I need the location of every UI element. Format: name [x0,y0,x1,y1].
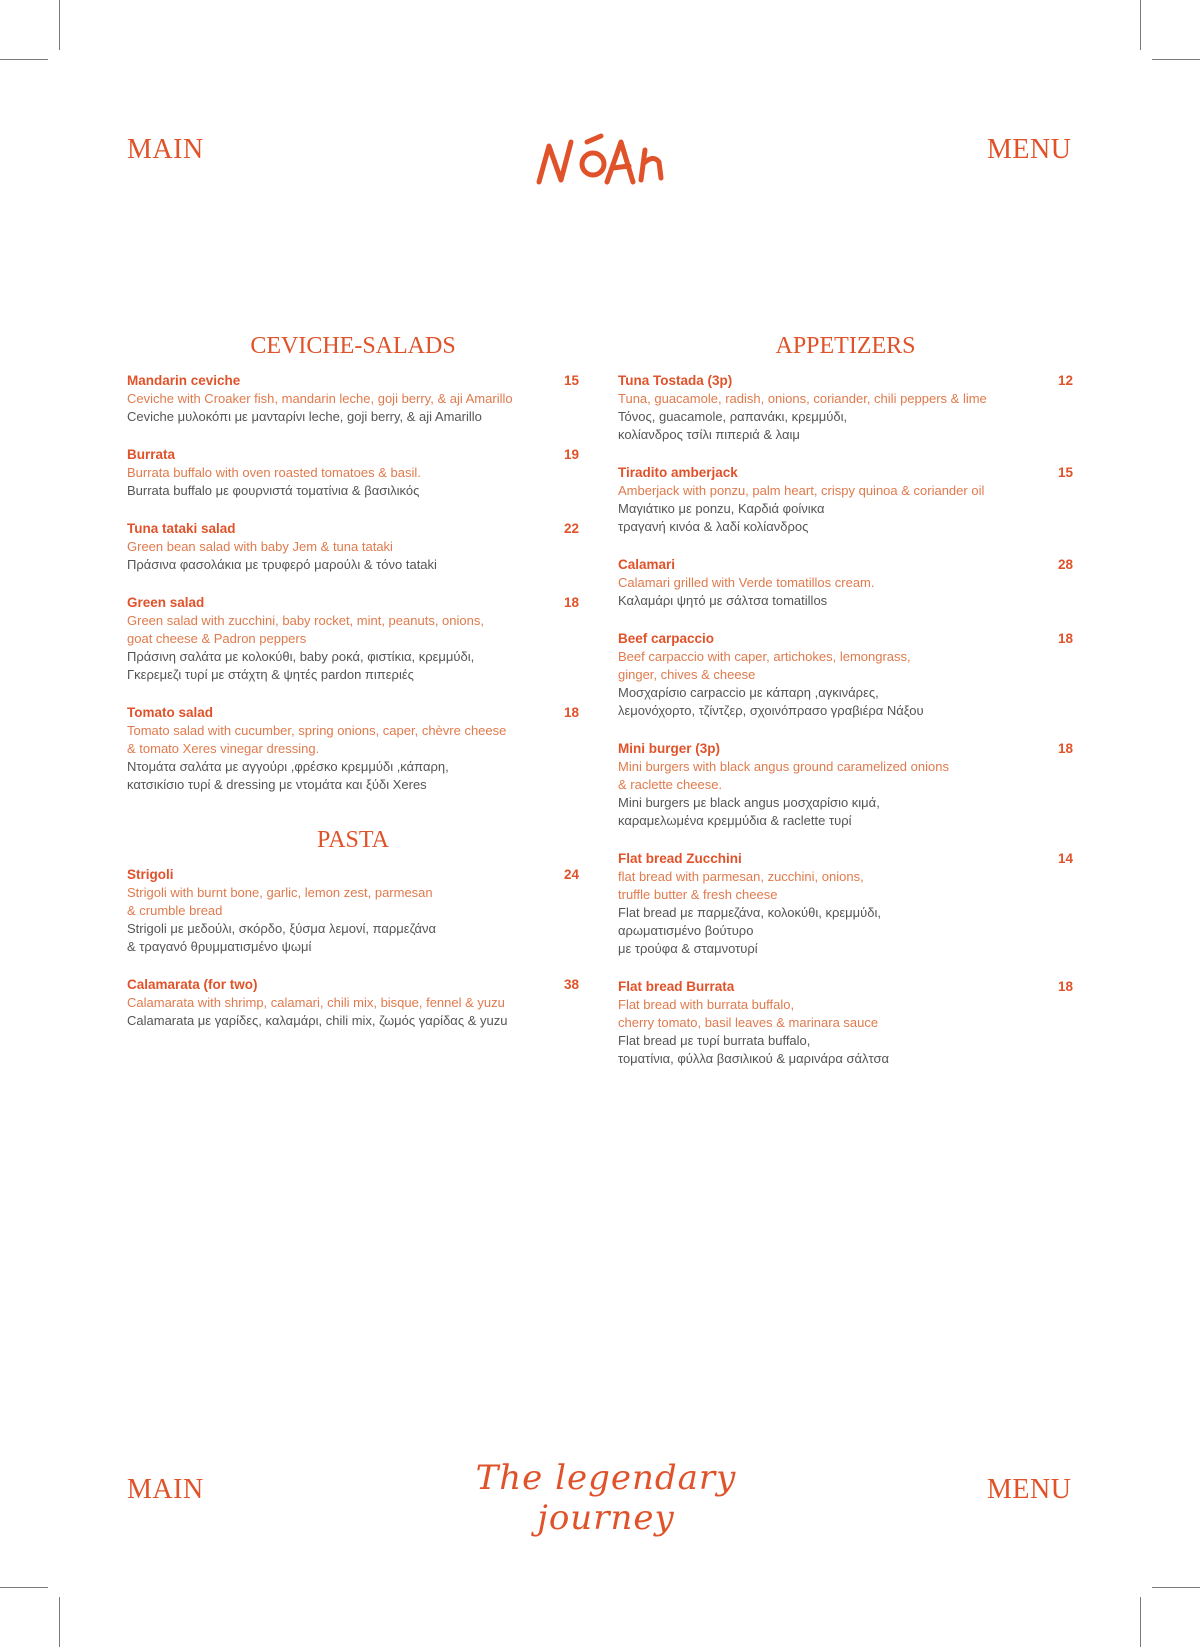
menu-item [618,740,1073,830]
crop-mark [0,59,48,60]
menu-item-description-gr: Πράσινη σαλάτα με κολοκύθι, baby ροκά, φιστίκια, κρεμμύδι, Γκερεμεζι τυρί με στάχτη & ψητές pardon πιπεριές [127,649,475,682]
menu-item [618,556,1073,610]
menu-item-header [618,630,1073,648]
menu-item-header [127,976,579,994]
menu-item-price: 14 [1057,851,1073,866]
menu-item [127,446,579,500]
section-title-ceviche: CEVICHE-SALADS [250,333,456,359]
crop-mark [1152,59,1200,60]
menu-item-name: Calamarata (for two) [127,977,258,992]
menu-item-description-gr: Flat bread με τυρί burrata buffalo, τοματίνια, φύλλα βασιλικού & μαρινάρα σάλτσα [618,1033,890,1066]
menu-item-name: Mini burger (3p) [618,741,720,756]
menu-item [127,704,579,794]
menu-item-description-en: Beef carpaccio with caper, artichokes, lemongrass, ginger, chives & cheese [618,649,911,682]
menu-item-header [127,446,579,464]
menu-item-price: 19 [563,447,579,462]
menu-item-description-en: Flat bread with burrata buffalo, cherry tomato, basil leaves & marinara sauce [618,997,879,1030]
menu-item-description-gr: Calamarata με γαρίδες, καλαμάρι, chili mix, ζωμός γαρίδας & yuzu [127,1013,508,1028]
header-left-title: MAIN [127,134,204,165]
menu-item-name: Burrata [127,447,176,462]
pasta-items [127,866,579,1030]
menu-item [618,978,1073,1068]
menu-item-name: Flat bread Burrata [618,979,735,994]
menu-item [127,976,579,1030]
menu-item-price: 18 [1057,631,1073,646]
menu-item-description-gr: Καλαμάρι ψητό με σάλτσα tomatillos [618,593,828,608]
menu-item-header [618,740,1073,758]
footer-left-title: MAIN [127,1474,204,1505]
menu-item-description-gr: Ντομάτα σαλάτα με αγγούρι ,φρέσκο κρεμμύδι ,κάπαρη, κατσικίσιο τυρί & dressing με ντομάτα και ξύδι Xeres [127,759,449,792]
menu-item-price: 38 [563,977,579,992]
menu-item-price: 15 [1057,465,1073,480]
menu-item-description-gr: Strigoli με μεδούλι, σκόρδο, ξύσμα λεμονί, παρμεζάνα & τραγανό θρυμματισμένο ψωμί [127,921,436,954]
menu-item-description-en: Green bean salad with baby Jem & tuna tataki [127,539,393,554]
menu-item-name: Beef carpaccio [618,631,715,646]
crop-mark [59,1597,60,1647]
menu-item-description-en: Tomato salad with cucumber, spring onions, caper, chèvre cheese & tomato Xeres vinegar dressing. [127,723,507,756]
menu-item-price: 12 [1057,373,1073,388]
menu-item-name: Tuna tataki salad [127,521,236,536]
menu-item-price: 18 [563,595,579,610]
menu-item-name: Strigoli [127,867,174,882]
menu-item [127,866,579,956]
menu-item-price: 18 [1057,741,1073,756]
crop-mark [1140,0,1141,50]
menu-item-description-en: Tuna, guacamole, radish, onions, coriander, chili peppers & lime [618,391,987,406]
menu-item-price: 18 [1057,979,1073,994]
menu-item-description-gr: Flat bread με παρμεζάνα, κολοκύθι, κρεμμύδι, αρωματισμένο βούτυρο με τρούφα & σταμνοτυρί [618,905,881,956]
menu-item-header [618,978,1073,996]
crop-mark [59,0,60,50]
menu-item-name: Green salad [127,595,205,610]
menu-item-description-en: Strigoli with burnt bone, garlic, lemon zest, parmesan & crumble bread [127,885,433,918]
menu-item-description-en: Ceviche with Croaker fish, mandarin leche, goji berry, & aji Amarillo [127,391,513,406]
menu-item-name: Tuna Tostada (3p) [618,373,733,388]
left-column [127,330,579,1050]
menu-item-description-gr: Μοσχαρίσιο carpaccio με κάπαρη ,αγκινάρες, λεμονόχορτο, τζίντζερ, σχοινόπρασο γραβιέρα Νάξου [618,685,924,718]
crop-mark [1152,1587,1200,1588]
menu-item-description-gr: Burrata buffalo με φουρνιστά τοματίνια & βασιλικός [127,483,420,498]
menu-item [618,372,1073,444]
footer-right-title: MENU [987,1474,1072,1505]
menu-item-description-gr: Ceviche μυλοκόπι με μανταρίνι leche, goji berry, & aji Amarillo [127,409,482,424]
menu-item-header [618,464,1073,482]
menu-item-header [127,866,579,884]
menu-item [618,630,1073,720]
menu-item-description-gr: Τόνος, guacamole, ραπανάκι, κρεμμύδι, κολίανδρος τσίλι πιπεριά & λαιμ [618,409,848,442]
menu-item [127,594,579,684]
menu-item-description-en: Calamarata with shrimp, calamari, chili mix, bisque, fennel & yuzu [127,995,505,1010]
menu-item-name: Tiradito amberjack [618,465,738,480]
right-column [618,330,1073,1088]
header-right-title: MENU [987,134,1072,165]
menu-item-header [127,594,579,612]
menu-item-description-gr: Πράσινα φασολάκια με τρυφερό μαρούλι & τόνο tataki [127,557,437,572]
menu-item-description-en: Calamari grilled with Verde tomatillos cream. [618,575,875,590]
menu-item-price: 24 [563,867,579,882]
menu-item-price: 22 [563,521,579,536]
menu-item-description-en: Amberjack with ponzu, palm heart, crispy quinoa & coriander oil [618,483,985,498]
menu-item-description-en: Burrata buffalo with oven roasted tomatoes & basil. [127,465,421,480]
menu-item-description-en: Green salad with zucchini, baby rocket, mint, peanuts, onions, goat cheese & Padron peppers [127,613,484,646]
appetizers-items [618,372,1073,1068]
menu-item-name: Flat bread Zucchini [618,851,742,866]
tagline: The legendary journey [475,1458,737,1538]
menu-item-header [618,372,1073,390]
menu-item [618,464,1073,536]
menu-item-header [127,372,579,390]
menu-item-name: Mandarin ceviche [127,373,241,388]
ceviche-items [127,372,579,794]
menu-item-price: 28 [1057,557,1073,572]
crop-mark [1140,1597,1141,1647]
crop-mark [0,1587,48,1588]
menu-item-name: Tomato salad [127,705,214,720]
menu-item [127,520,579,574]
menu-item-description-en: flat bread with parmesan, zucchini, onions, truffle butter & fresh cheese [618,869,864,902]
menu-item [127,372,579,426]
menu-item-description-gr: Μαγιάτικο με ponzu, Καρδιά φοίνικα τραγανή κινόα & λαδί κολίανδρος [618,501,825,534]
section-title-pasta: PASTA [317,827,389,853]
menu-item-description-en: Mini burgers with black angus ground caramelized onions & raclette cheese. [618,759,949,792]
menu-item-header [618,850,1073,868]
menu-item [618,850,1073,958]
noah-logo [535,128,670,193]
menu-item-name: Calamari [618,557,676,572]
menu-item-header [127,704,579,722]
menu-item-description-gr: Mini burgers με black angus μοσχαρίσιο κιμά, καραμελωμένα κρεμμύδια & raclette τυρί [618,795,880,828]
menu-item-header [127,520,579,538]
section-title-appetizers: APPETIZERS [775,333,916,359]
menu-item-header [618,556,1073,574]
menu-item-price: 18 [563,705,579,720]
menu-item-price: 15 [563,373,579,388]
